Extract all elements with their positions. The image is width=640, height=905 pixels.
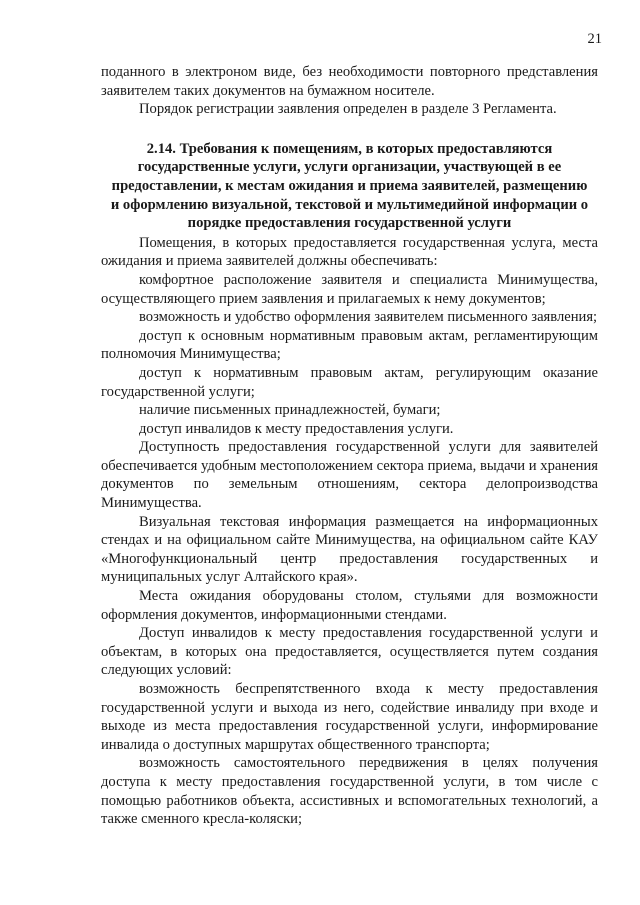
page-number: 21 bbox=[587, 31, 602, 47]
paragraph: доступ к нормативным правовым актам, регулирующим оказание государственной услуги; bbox=[101, 364, 598, 400]
paragraph: доступ к основным нормативным правовым актам, регламентирующим полномочия Минимущества; bbox=[101, 327, 598, 363]
paragraph-registration-order: Порядок регистрации заявления определен в разделе 3 Регламента. bbox=[139, 101, 557, 118]
section-heading-line: и оформлению визуальной, текстовой и мультимедийной информации о bbox=[110, 196, 589, 213]
paragraph: возможность самостоятельного передвижения в целях получения доступа к месту предоставления государственной услуги, в том числе с помощью работников объекта, ассистивных и вспомогательных технологий, а также сменного кресла-коляски; bbox=[101, 755, 598, 828]
section-heading-line: предоставлении, к местам ожидания и приема заявителей, размещению bbox=[111, 177, 588, 194]
document-body bbox=[101, 63, 598, 829]
paragraph: Места ожидания оборудованы столом, стульями для возможности оформления документов, информационными стендами. bbox=[101, 588, 598, 623]
paragraph: комфортное расположение заявителя и специалиста Минимущества, осуществляющего прием заявления и прилагаемых к нему документов; bbox=[101, 271, 598, 307]
paragraph: Доступность предоставления государственной услуги для заявителей обеспечивается удобным местоположением сектора приема, выдачи и хранения документов по земельным отношениям, сектора делопроизводства Минимущества. bbox=[101, 439, 598, 512]
paragraph: доступ инвалидов к месту предоставления услуги. bbox=[139, 420, 454, 437]
paragraph-continuation: поданного в электроном виде, без необходимости повторного представления заявителем таких документов на бумажном носителе. bbox=[101, 64, 598, 99]
section-heading-line: 2.14. Требования к помещениям, в которых предоставляются bbox=[146, 140, 553, 157]
paragraph: возможность беспрепятственного входа к месту предоставления государственной услуги и выхода из него, содействие инвалиду при входе и выходе из места предоставления государственной услуги, информирование инвалида о доступных маршрутах общественного транспорта; bbox=[101, 681, 598, 753]
section-heading bbox=[101, 140, 598, 233]
paragraph: Доступ инвалидов к месту предоставления государственной услуги и объектам, в которых она предоставляется, осуществляется путем создания следующих условий: bbox=[101, 625, 598, 679]
paragraph: Визуальная текстовая информация размещается на информационных стендах и на официальном сайте Минимущества, на официальном сайте КАУ «Многофункциональный центр предоставления государственных и муниципальных услуг Алтайского края». bbox=[101, 513, 598, 586]
paragraph: Помещения, в которых предоставляется государственная услуга, места ожидания и приема заявителей должны обеспечивать: bbox=[101, 234, 598, 270]
paragraph: возможность и удобство оформления заявителем письменного заявления; bbox=[139, 309, 598, 326]
paragraph: наличие письменных принадлежностей, бумаги; bbox=[139, 402, 441, 419]
section-heading-line: порядке предоставления государственной услуги bbox=[187, 215, 512, 232]
section-heading-line: государственные услуги, услуги организации, участвующей в ее bbox=[137, 159, 562, 176]
